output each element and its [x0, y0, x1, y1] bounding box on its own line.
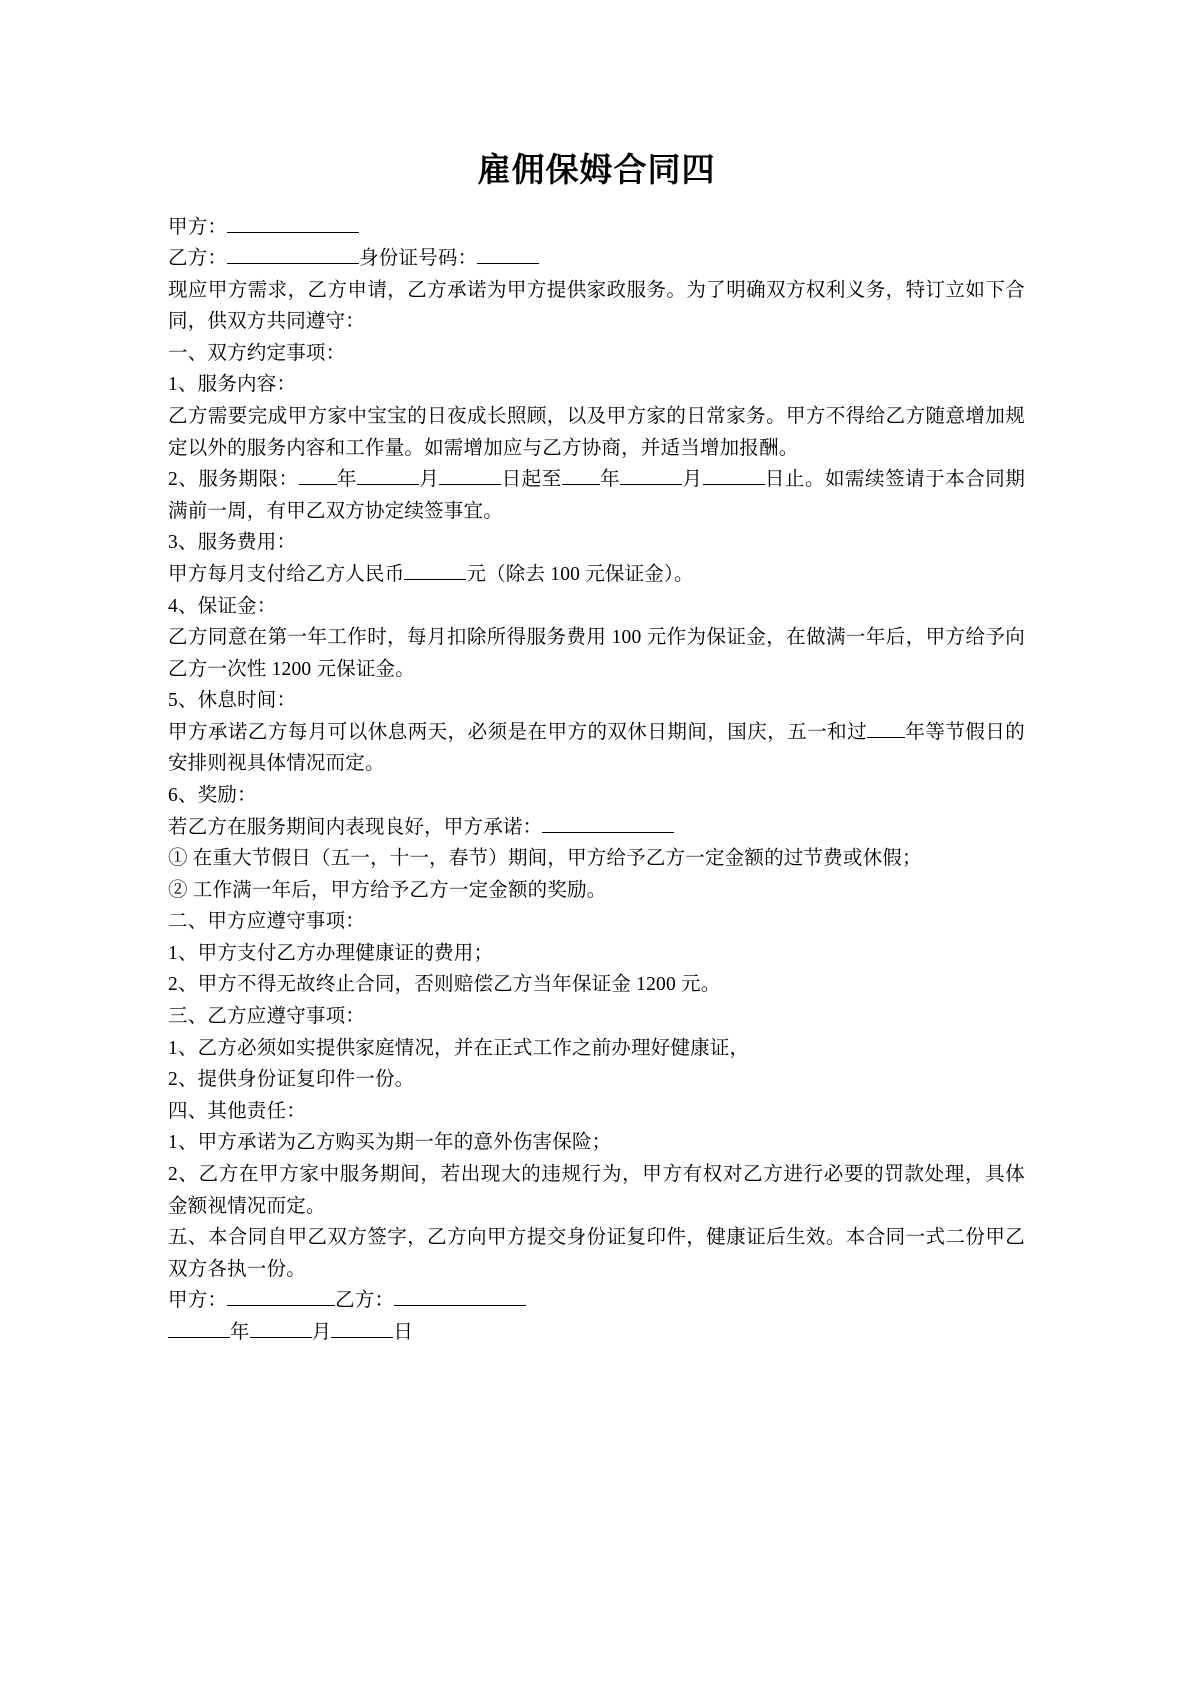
- doc-text: 月: [418, 469, 440, 491]
- doc-line-item-1-4: [168, 591, 1025, 623]
- doc-text: 2、乙方在甲方家中服务期间，若出现大的违规行为，甲方有权对乙方进行必要的罚款处理，具体金额视情况而定。: [168, 1163, 1025, 1217]
- doc-text: 年: [336, 469, 357, 491]
- doc-text: 乙方同意在第一年工作时，每月扣除所得服务费用 100 元作为保证金，在做满一年后，甲方给予向乙方一次性 1200 元保证金。: [168, 627, 1025, 680]
- doc-text: 1、甲方承诺为乙方购买为期一年的意外伤害保险；: [168, 1132, 612, 1154]
- doc-line-date-line: [168, 1317, 1025, 1349]
- doc-text: ① 在重大节假日（五一，十一，春节）期间，甲方给予乙方一定金额的过节费或休假；: [168, 848, 922, 870]
- doc-line-item-1-4-body: [168, 622, 1025, 685]
- fill-in-blank[interactable]: [227, 212, 359, 233]
- doc-text: 1、服务内容：: [168, 374, 297, 396]
- fill-in-blank[interactable]: [250, 1317, 312, 1338]
- doc-text: 甲方：: [168, 216, 228, 238]
- doc-line-item-1-6-b: [168, 875, 1025, 907]
- doc-text: 3、服务费用：: [168, 532, 297, 554]
- doc-line-item-1-1: [168, 369, 1025, 401]
- page-title: 雇佣保姆合同四: [477, 150, 716, 189]
- doc-line-item-1-6-a: [168, 843, 1025, 875]
- doc-text: 身份证号码：: [359, 248, 478, 270]
- doc-text: 甲方：: [168, 1290, 228, 1312]
- doc-line-sign-line: [168, 1285, 1025, 1317]
- doc-text: 乙方：: [168, 248, 228, 270]
- doc-line-item-1-6-body: [168, 812, 1025, 844]
- doc-line-sec-1-head: [168, 338, 1025, 370]
- doc-text: 五、本合同自甲乙双方签字，乙方向甲方提交身份证复印件，健康证后生效。本合同一式二份甲乙双方各执一份。: [168, 1227, 1025, 1280]
- doc-line-item-2-2: [168, 969, 1025, 1001]
- doc-text: 2、提供身份证复印件一份。: [168, 1069, 415, 1091]
- doc-line-item-1-1-body: [168, 401, 1025, 464]
- doc-text: 2、甲方不得无故终止合同，否则赔偿乙方当年保证金 1200 元。: [168, 974, 721, 996]
- fill-in-blank[interactable]: [477, 244, 539, 265]
- doc-line-item-1-5-body: [168, 717, 1025, 780]
- doc-text: 5、休息时间：: [168, 690, 297, 712]
- doc-text: 年等节假日的安排则视具体情况而定。: [168, 721, 1025, 775]
- doc-line-sec-5: [168, 1222, 1025, 1285]
- fill-in-blank[interactable]: [703, 465, 765, 486]
- doc-text: 日: [393, 1321, 414, 1343]
- doc-text: 甲方每月支付给乙方人民币: [168, 563, 405, 585]
- doc-text: 三、乙方应遵守事项：: [168, 1006, 366, 1028]
- fill-in-blank[interactable]: [299, 465, 337, 486]
- doc-line-party-b: [168, 243, 1025, 275]
- doc-text: 1、甲方支付乙方办理健康证的费用；: [168, 942, 494, 964]
- doc-line-item-2-1: [168, 938, 1025, 970]
- doc-text: 乙方：: [335, 1290, 395, 1312]
- doc-text: 甲方承诺乙方每月可以休息两天，必须是在甲方的双休日期间，国庆，五一和过: [168, 721, 868, 743]
- doc-text: 四、其他责任：: [168, 1100, 306, 1122]
- document-body: [168, 212, 1025, 1349]
- doc-line-item-1-6: [168, 780, 1025, 812]
- doc-text: 元（除去 100 元保证金）。: [466, 563, 694, 585]
- doc-text: 日起至: [501, 469, 562, 491]
- doc-line-item-1-2: [168, 464, 1025, 527]
- doc-line-party-a: [168, 212, 1025, 244]
- doc-text: 年: [230, 1321, 250, 1343]
- fill-in-blank[interactable]: [168, 1317, 230, 1338]
- fill-in-blank[interactable]: [562, 465, 600, 486]
- fill-in-blank[interactable]: [439, 465, 501, 486]
- doc-text: 月: [311, 1321, 332, 1343]
- doc-text: 一、双方约定事项：: [168, 342, 346, 364]
- doc-text: 二、甲方应遵守事项：: [168, 911, 366, 933]
- doc-text: 月: [682, 469, 703, 491]
- fill-in-blank[interactable]: [867, 717, 905, 738]
- fill-in-blank[interactable]: [357, 465, 419, 486]
- fill-in-blank[interactable]: [227, 1286, 335, 1307]
- doc-line-item-3-2: [168, 1064, 1025, 1096]
- doc-line-item-1-3-body: [168, 559, 1025, 591]
- doc-line-item-3-1: [168, 1033, 1025, 1065]
- doc-text: ② 工作满一年后，甲方给予乙方一定金额的奖励。: [168, 879, 607, 901]
- doc-text: 4、保证金：: [168, 595, 277, 617]
- fill-in-blank[interactable]: [394, 1286, 526, 1307]
- doc-line-item-4-1: [168, 1127, 1025, 1159]
- doc-line-sec-4-head: [168, 1096, 1025, 1128]
- doc-text: 6、奖励：: [168, 785, 257, 806]
- doc-line-item-1-5: [168, 685, 1025, 717]
- doc-text: 日止。如需续签请于本合同期满前一周，有甲乙双方协定续签事宜。: [168, 469, 1026, 522]
- doc-text: 年: [599, 469, 621, 491]
- doc-line-item-4-2: [168, 1159, 1025, 1222]
- doc-line-sec-3-head: [168, 1001, 1025, 1033]
- fill-in-blank[interactable]: [620, 465, 682, 486]
- doc-line-item-1-3: [168, 527, 1025, 559]
- fill-in-blank[interactable]: [227, 244, 359, 265]
- doc-text: 现应甲方需求，乙方申请，乙方承诺为甲方提供家政服务。为了明确双方权利义务，特订立如下合同，供双方共同遵守：: [168, 279, 1025, 333]
- fill-in-blank[interactable]: [404, 559, 466, 580]
- fill-in-blank[interactable]: [542, 812, 674, 833]
- doc-line-sec-2-head: [168, 906, 1025, 938]
- doc-text: 1、乙方必须如实提供家庭情况，并在正式工作之前办理好健康证，: [168, 1037, 750, 1059]
- doc-line-preamble: [168, 275, 1025, 338]
- doc-text: 若乙方在服务期间内表现良好，甲方承诺：: [168, 816, 543, 838]
- doc-text: 2、服务期限：: [168, 469, 299, 491]
- doc-text: 乙方需要完成甲方家中宝宝的日夜成长照顾，以及甲方家的日常家务。甲方不得给乙方随意增加规定以外的服务内容和工作量。如需增加应与乙方协商，并适当增加报酬。: [168, 406, 1025, 459]
- fill-in-blank[interactable]: [331, 1317, 393, 1338]
